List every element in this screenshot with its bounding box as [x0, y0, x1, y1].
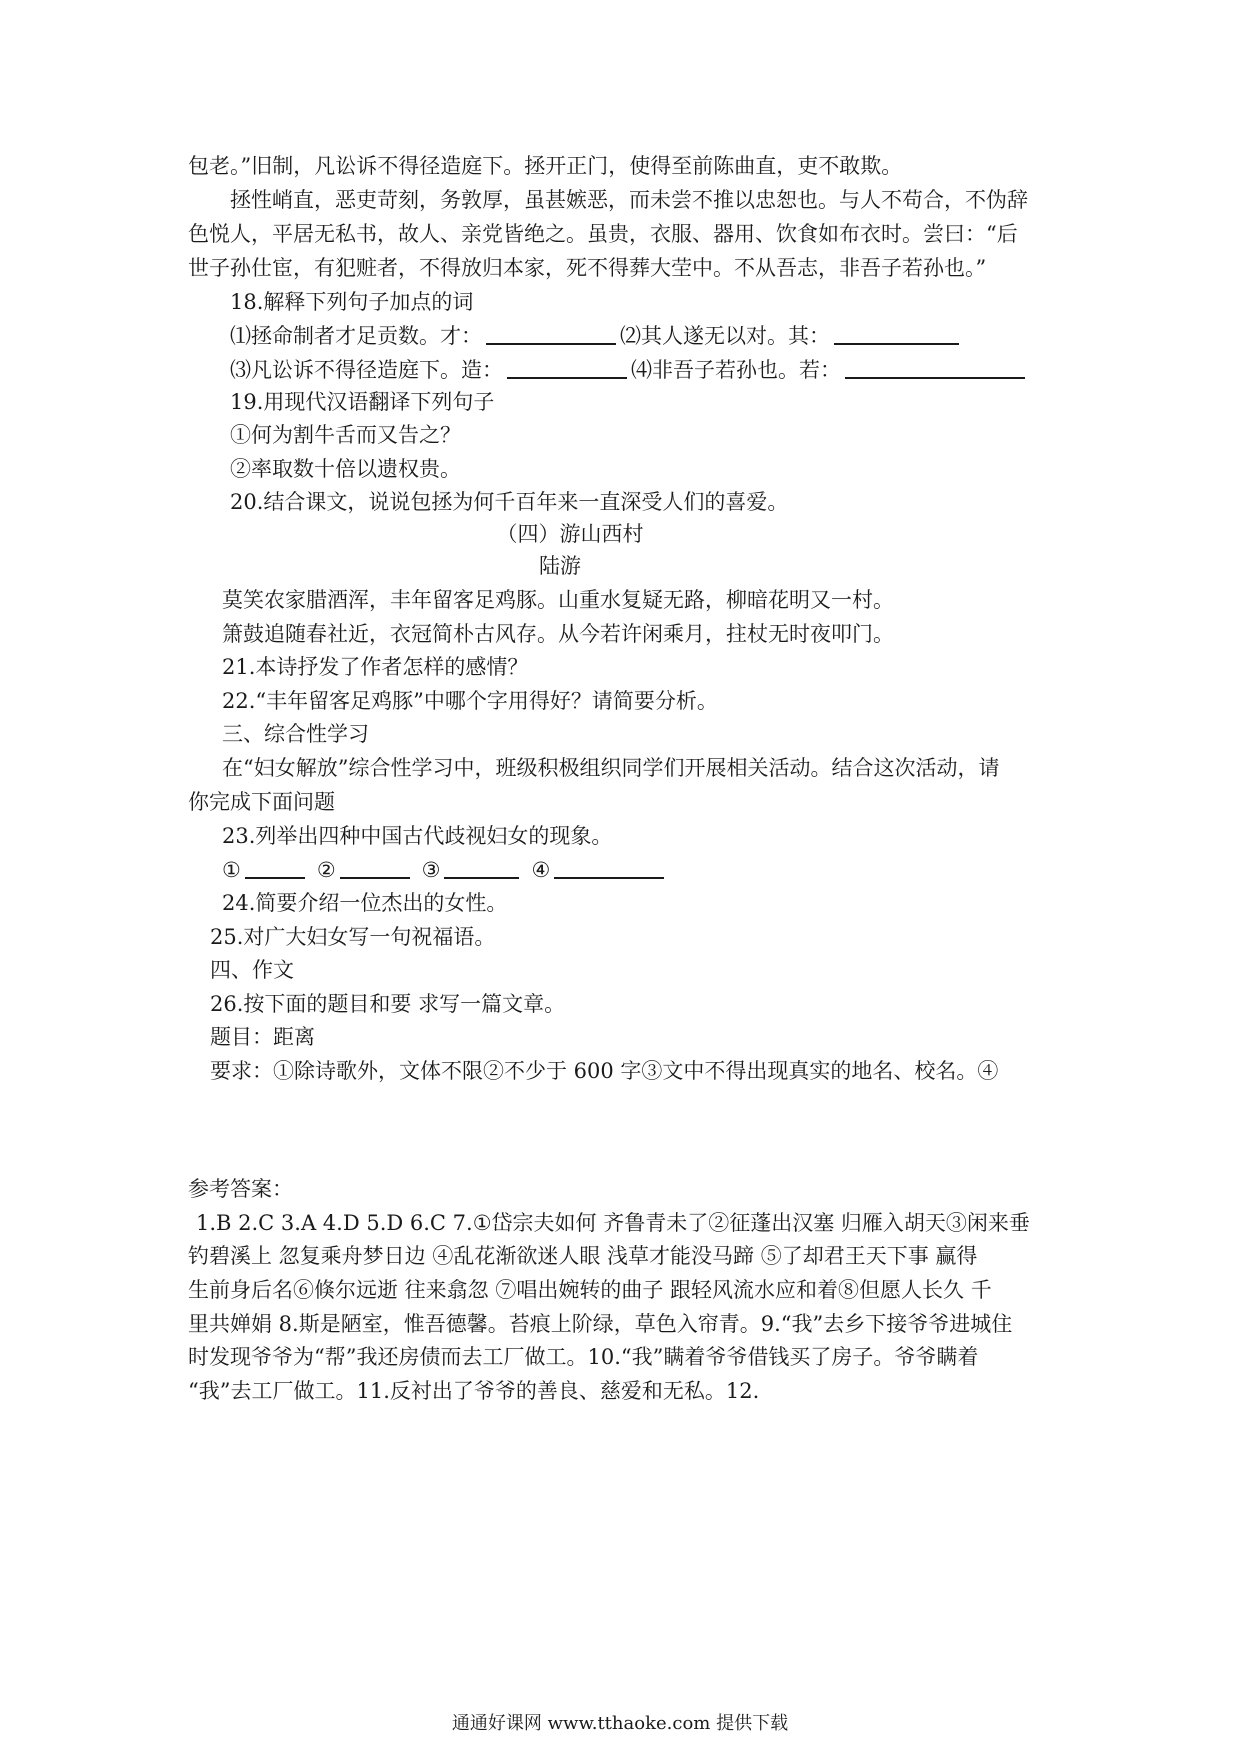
question-26-requirement: 要求：①除诗歌外，文体不限②不少于 600 字③文中不得出现真实的地名、校名。④ [210, 1059, 999, 1083]
answers-line: “我”去工厂做工。11.反衬出了爷爷的善良、慈爱和无私。12. [188, 1379, 760, 1403]
answer-blank[interactable] [507, 355, 627, 379]
poem-author: 陆游 [539, 554, 581, 578]
answer-blank[interactable] [554, 855, 664, 879]
question-22-title: 22.“丰年留客足鸡豚”中哪个字用得好？请简要分析。 [222, 689, 718, 713]
passage-line: 包老。”旧制，凡讼诉不得径造庭下。拯开正门，使得至前陈曲直，吏不敢欺。 [188, 154, 903, 178]
footer-credit: 通通好课网 www.tthaoke.com 提供下载 [451, 1713, 789, 1734]
poem-line: 莫笑农家腊酒浑，丰年留客足鸡豚。山重水复疑无路，柳暗花明又一村。 [222, 588, 894, 612]
question-18-item1: ⑴拯命制者才足贡数。才： [230, 324, 482, 348]
passage-line: 世子孙仕宦，有犯赃者，不得放归本家，死不得葬大茔中。不从吾志，非吾子若孙也。” [188, 256, 987, 280]
question-19-item2: ②率取数十倍以遗权贵。 [230, 457, 461, 481]
answers-line: 里共婵娟 8.斯是陋室，惟吾德馨。苔痕上阶绿，草色入帘青。9.“我”去乡下接爷爷进城住 [188, 1312, 1013, 1336]
section-3-heading: 三、综合性学习 [222, 722, 369, 746]
answers-line: 时发现爷爷为“帮”我还房债而去工厂做工。10.“我”瞒着爷爷借钱买了房子。爷爷瞒着 [188, 1345, 979, 1369]
answer-blank[interactable] [834, 321, 959, 345]
answers-line: 生前身后名⑥倏尔远逝 往来翕忽 ⑦唱出婉转的曲子 跟轻风流水应和着⑧但愿人长久 千 [188, 1278, 992, 1302]
question-21-title: 21.本诗抒发了作者怎样的感情？ [222, 655, 529, 679]
question-26-topic: 题目：距离 [210, 1025, 315, 1049]
question-19-title: 19.用现代汉语翻译下列句子 [230, 390, 495, 414]
question-24-title: 24.简要介绍一位杰出的女性。 [222, 891, 508, 915]
question-18-item3: ⑶凡讼诉不得径造庭下。造： [230, 358, 503, 382]
marker-1: ① [222, 858, 241, 882]
section-3-intro: 你完成下面问题 [188, 790, 335, 814]
passage-line: 拯性峭直，恶吏苛刻，务敦厚，虽甚嫉恶，而未尝不推以忠恕也。与人不苟合，不伪辞 [230, 188, 1028, 212]
section-4-heading: 四、作文 [210, 958, 294, 982]
answer-blank[interactable] [444, 855, 519, 879]
question-18-title: 18.解释下列句子加点的词 [230, 290, 474, 314]
answer-blank[interactable] [245, 855, 305, 879]
question-20-title: 20.结合课文，说说包拯为何千百年来一直深受人们的喜爱。 [230, 490, 789, 514]
question-18-item4: ⑷非吾子若孙也。若： [631, 358, 841, 382]
question-23-title: 23.列举出四种中国古代歧视妇女的现象。 [222, 824, 613, 848]
answers-line: 钓碧溪上 忽复乘舟梦日边 ④乱花渐欲迷人眼 浅草才能没马蹄 ⑤了却君王天下事 赢得 [188, 1244, 978, 1268]
question-26-title: 26.按下面的题目和要 求写一篇文章。 [210, 992, 566, 1016]
question-19-item1: ①何为割牛舌而又告之？ [230, 423, 461, 447]
question-18-row1 [230, 320, 963, 352]
question-25-title: 25.对广大妇女写一句祝福语。 [210, 925, 496, 949]
passage-line: 色悦人，平居无私书，故人、亲党皆绝之。虽贵，衣服、器用、饮食如布衣时。尝曰：“后 [188, 222, 1018, 246]
answer-blank[interactable] [845, 355, 1025, 379]
question-18-row2 [230, 354, 1029, 386]
answer-blank[interactable] [486, 321, 616, 345]
question-18-item2: ⑵其人遂无以对。其： [620, 324, 830, 348]
section-3-intro: 在“妇女解放”综合性学习中，班级积极组织同学们开展相关活动。结合这次活动，请 [222, 756, 1000, 780]
marker-3: ③ [421, 858, 441, 882]
marker-4: ④ [531, 858, 551, 882]
poem-title: （四）游山西村 [496, 522, 644, 546]
question-23-blanks [222, 854, 668, 886]
marker-2: ② [316, 858, 336, 882]
answers-heading: 参考答案： [188, 1177, 293, 1201]
answers-line: 1.B 2.C 3.A 4.D 5.D 6.C 7.①岱宗夫如何 齐鲁青未了②征蓬出汉塞 归雁入胡天③闲来垂 [196, 1211, 1030, 1235]
answer-blank[interactable] [340, 855, 410, 879]
poem-line: 箫鼓追随春社近，衣冠简朴古风存。从今若许闲乘月，拄杖无时夜叩门。 [222, 622, 894, 646]
